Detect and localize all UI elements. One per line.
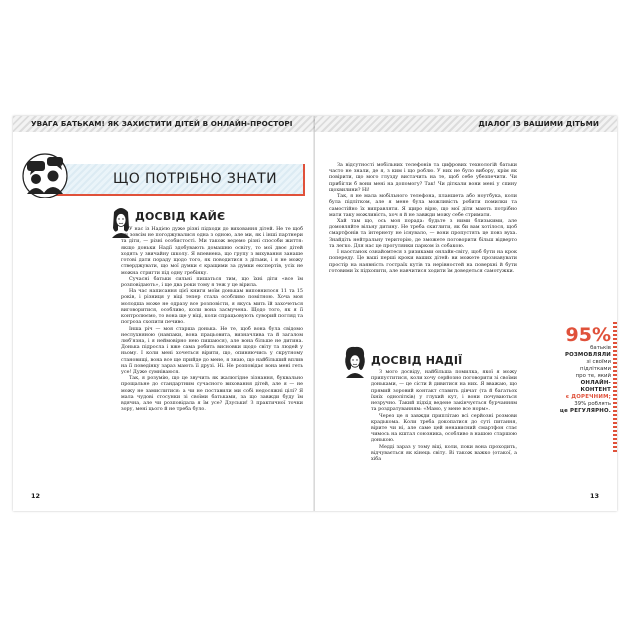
stat-line: батьків [590,345,611,351]
nadia-section-title: ДОСВІД НАДІЇ [371,354,463,367]
stat-line: ОНЛАЙН- [580,380,611,386]
right-page [315,116,617,511]
stat-line: є ДОРЕЧНИМ; [565,394,611,400]
right-column-bottom-text [371,369,517,462]
left-page-number: 12 [31,492,41,500]
stat-line: це РЕГУЛЯРНО. [559,408,611,414]
paragraph: Сучасні батьки сильні пишаться тим, що їхні діти «все їм розповідають», і ще два роки тому я теж у це вірила. [121,275,303,288]
paragraph: Хай там що, ось моя порада: будьте з ними близькими, але домовляйте вільну дитину. Не треба скиглити, як би вам хотілося, щоб смартфонів та інтернету не існувало, — вони пропустять це повз вуха. Знайдіть нейтральну територію, де зможете поговорити більш відверто та легко. Для нас це прогулянки парком із собакою. [329,217,517,249]
paragraph: Через це я завжди приплітаю всі серйозні розмови крадькома. Коли треба докопатися до суті питання, вірите чи ні, але саме цей ненависний смартфон стає чимось на кштал союзника, особливо в нашою старшою донькою. [371,412,517,444]
banner-title: ЩО ПОТРІБНО ЗНАТИ [113,171,277,187]
left-running-title: УВАГА БАТЬКАМ! ЯК ЗАХИСТИТИ ДІТЕЙ В ОНЛАЙН-ПРОСТОРІ [31,119,293,128]
stat-line: про те, який [575,373,611,379]
kaye-section-title: ДОСВІД КАЙЄ [135,210,226,223]
paragraph: З мого досвіду, найбільша помилка, якої я можу припуститися, коли хочу серйозно поговорити зі своїми доньками, — це сісти й дивитися на них. Я вважаю, що прямий зоровий контакт ставить дівчат (та й багатьох їхніх однолітків) у глухий кут, і вони почуваються незручно. Такий підхід ведене закінчується бурчанням та роздратуванням: «Мамо, у мене все норм». [371,369,517,413]
paragraph: І наостанок ознайомтеся з ризиками онлайн-світу, щоб бути на крок попереду. Це ваші перші кроки ваших дітей: ви можете прознавувати простір на наявність гостраїх кутів та нерівностей на поверхні й бути готовими їх підхопити, але навчитися ходити їм доведеться самотужки. [329,249,517,274]
paragraph: У нас із Надією дуже різні підходи до виховання дітей. Не те щоб ми зовсім не погоджувалися одна з одною, але ми, як і інші партнери та діти, — різні особистості. Ми також ведемо різні способи життя: якщо доньки Надії здобувають домашню освіту, то мої двоє дітей ходять у звичайну школу. Я впевнена, що групу з вихування занаше готові дати пораду щодо того, як поводитися з дітьми, і я не можу стверджувати, що мої думки є кращими за думки експертів, усіх не можна стригти під одну гребінку. [121,226,303,276]
stat-bold-word: РОЗМОВЛЯЛИ [564,352,611,358]
stat-callout [541,326,611,415]
left-column-text [121,226,303,413]
right-running-title: ДІАЛОГ ІЗ ВАШИМИ ДІТЬМИ [478,119,599,128]
chat-people-icon [19,152,71,198]
left-page [13,116,315,511]
paragraph: Медді зараз у тому віці, коли, поки вона проходить, відчувається як кінець світу. Ві також важко (отакої, а хіба [371,443,517,463]
paragraph: Так, я розумію, що це звучить як жалюгідне зізнання, буквально прощальне до стандартним сучасного виховання дітей, але я — не можу не замислитися: а чи не поставили ми собі недосяжні цілі? Я мала чудові стосунки зі своїми батьками, за що завжди буду їм вдячна, але чи розповідала я їм усе? Дзуськи! З практичної точки зору, мені цього й не треба було. [121,375,303,413]
paragraph: Так, я не мала мобільного телефона, планшета або ноутбука, коли була підлітком, але я мене була можливість робити помилки та самостійно їх виправляти. Я щиро вірю, що мої діти мають потрібно мати таку можливість, хоч я й не завжди можу себе стримати. [329,193,517,218]
right-page-number: 13 [589,492,599,500]
stat-line: КОНТЕНТ [580,387,611,393]
stat-value: 95% [565,324,611,346]
stat-accent-stripe [613,322,617,452]
paragraph: За відсутності мобільних телефонів та цифрових технологій батьки часто не знали, де я, з ким і що роблю. У них не було вибору, крім як повірити, що мого глузду вистачить на те, щоб себе убезпечити. Чи прибігли б вони мені на допомогу? Так! Чи діткали вони мені у спину щохвилини? Ні! [329,162,517,193]
stat-line: 39% роблять [574,401,611,407]
paragraph: На час написання цієї книги моїм донькам виповнилося 11 та 15 років, і різниця у віці тепер стала особливо помітною. Хоча моя молодша може не одразу все розповісти, я якусь мить їй захочеться виговоритися, особливо, коли вона засмучена. Щодо того, як я її контролюємо, то вона ще у віці, коли спрацьовують суворий погляд та погроза схопити печиво. [121,288,303,326]
section-banner [53,164,305,196]
nadia-portrait-icon [343,346,367,378]
right-column-top-text [329,162,517,274]
stat-line: зі своїми [586,359,611,365]
stat-line: підлітками [580,366,611,372]
paragraph: Інша річ — моя старша донька. Не те, щоб вона була свідомо неслухняною (навпаки, вона працьовита, визначлива та й загалом люб'язна, і я неймовірно нею пишаюся), але вона більше не дитина. Донька підросла і вже сама робить висновки щодо світу та людей у ньому. І коли мені хочеться вірити, що, опиняючись у скрутному становищі, вона все ще прийде до мене, я знаю, що найбільший вплив на її поведінку зараз мають її друзі. Ні. Не розповідає вона мені геть усе! Дуже сумніваюся. [121,325,303,376]
